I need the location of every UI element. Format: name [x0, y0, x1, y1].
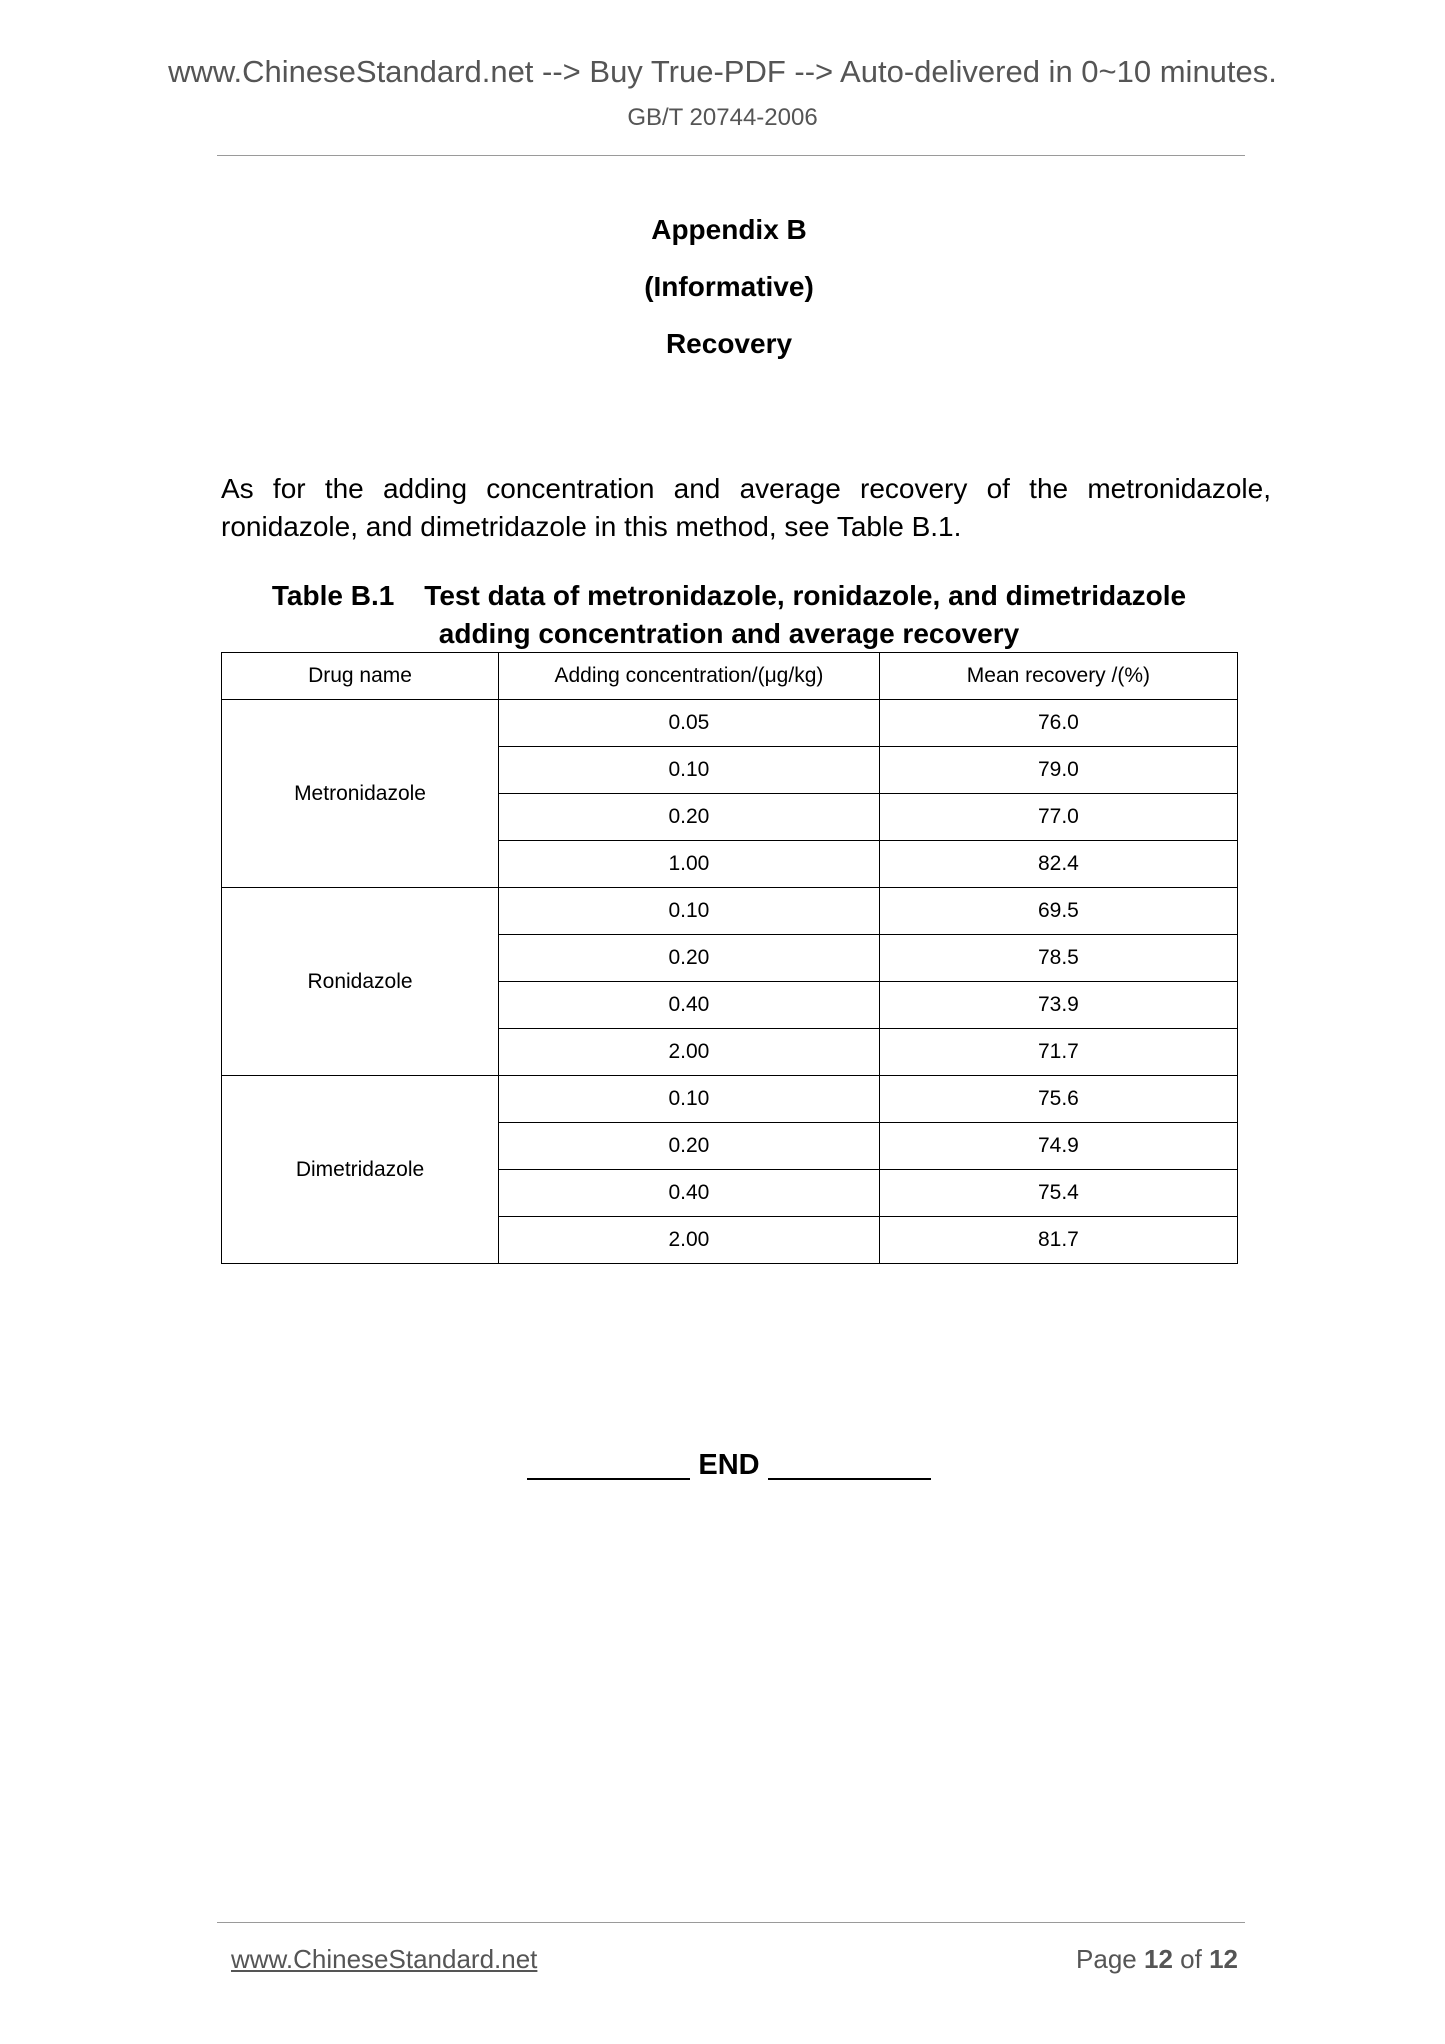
concentration-cell: 0.20 — [499, 1123, 880, 1170]
end-rule-right — [768, 1450, 931, 1480]
concentration-cell: 0.10 — [499, 747, 880, 794]
concentration-cell: 0.05 — [499, 700, 880, 747]
concentration-cell: 1.00 — [499, 841, 880, 888]
intro-paragraph: As for the adding concentration and average recovery of the metronidazole, ronidazole, and dimetridazole in this method, see Table B.1. — [221, 473, 1271, 542]
appendix-type: (Informative) — [644, 271, 814, 302]
table-row — [222, 888, 1238, 935]
table-caption-line1: Test data of metronidazole, ronidazole, and dimetridazole — [424, 580, 1187, 611]
recovery-cell: 71.7 — [879, 1029, 1237, 1076]
drug-name-cell: Dimetridazole — [222, 1076, 499, 1264]
concentration-cell: 0.40 — [499, 982, 880, 1029]
concentration-cell: 0.20 — [499, 935, 880, 982]
footer-site-link[interactable]: www.ChineseStandard.net — [231, 1944, 538, 1974]
table-header-row — [222, 653, 1238, 700]
recovery-cell: 69.5 — [879, 888, 1237, 935]
concentration-cell: 0.40 — [499, 1170, 880, 1217]
concentration-cell: 2.00 — [499, 1029, 880, 1076]
recovery-cell: 75.4 — [879, 1170, 1237, 1217]
recovery-cell: 73.9 — [879, 982, 1237, 1029]
recovery-cell: 81.7 — [879, 1217, 1237, 1264]
page-prefix: Page — [1076, 1944, 1137, 1974]
recovery-table — [221, 652, 1238, 1264]
table-row — [222, 1076, 1238, 1123]
end-word: END — [698, 1449, 760, 1481]
standard-code: GB/T 20744-2006 — [627, 104, 818, 131]
recovery-cell: 75.6 — [879, 1076, 1237, 1123]
recovery-cell: 76.0 — [879, 700, 1237, 747]
drug-name-cell: Metronidazole — [222, 700, 499, 888]
page-number — [1076, 1946, 1238, 1972]
recovery-cell: 82.4 — [879, 841, 1237, 888]
concentration-cell: 0.20 — [499, 794, 880, 841]
page-total: 12 — [1209, 1944, 1238, 1974]
page-current: 12 — [1144, 1944, 1173, 1974]
table-caption-line2: adding concentration and average recovery — [438, 618, 1020, 649]
header-adding-concentration: Adding concentration/(μg/kg) — [499, 653, 880, 700]
concentration-cell: 2.00 — [499, 1217, 880, 1264]
appendix-subject: Recovery — [665, 328, 793, 359]
table-caption-number: Table B.1 — [271, 580, 395, 611]
recovery-cell: 79.0 — [879, 747, 1237, 794]
recovery-cell: 74.9 — [879, 1123, 1237, 1170]
footer-divider — [217, 1922, 1245, 1923]
recovery-cell: 78.5 — [879, 935, 1237, 982]
drug-name-cell: Ronidazole — [222, 888, 499, 1076]
end-marker — [0, 1450, 1445, 1480]
header-mean-recovery: Mean recovery /(%) — [879, 653, 1237, 700]
end-rule-left — [527, 1450, 690, 1480]
table-row — [222, 700, 1238, 747]
appendix-title: Appendix B — [651, 214, 807, 245]
page-of: of — [1180, 1944, 1202, 1974]
header-banner: www.ChineseStandard.net --> Buy True-PDF --> Auto-delivered in 0~10 minutes. — [168, 54, 1277, 89]
recovery-cell: 77.0 — [879, 794, 1237, 841]
header-drug-name: Drug name — [222, 653, 499, 700]
header-divider — [217, 155, 1245, 156]
concentration-cell: 0.10 — [499, 888, 880, 935]
table-caption — [221, 577, 1237, 653]
concentration-cell: 0.10 — [499, 1076, 880, 1123]
